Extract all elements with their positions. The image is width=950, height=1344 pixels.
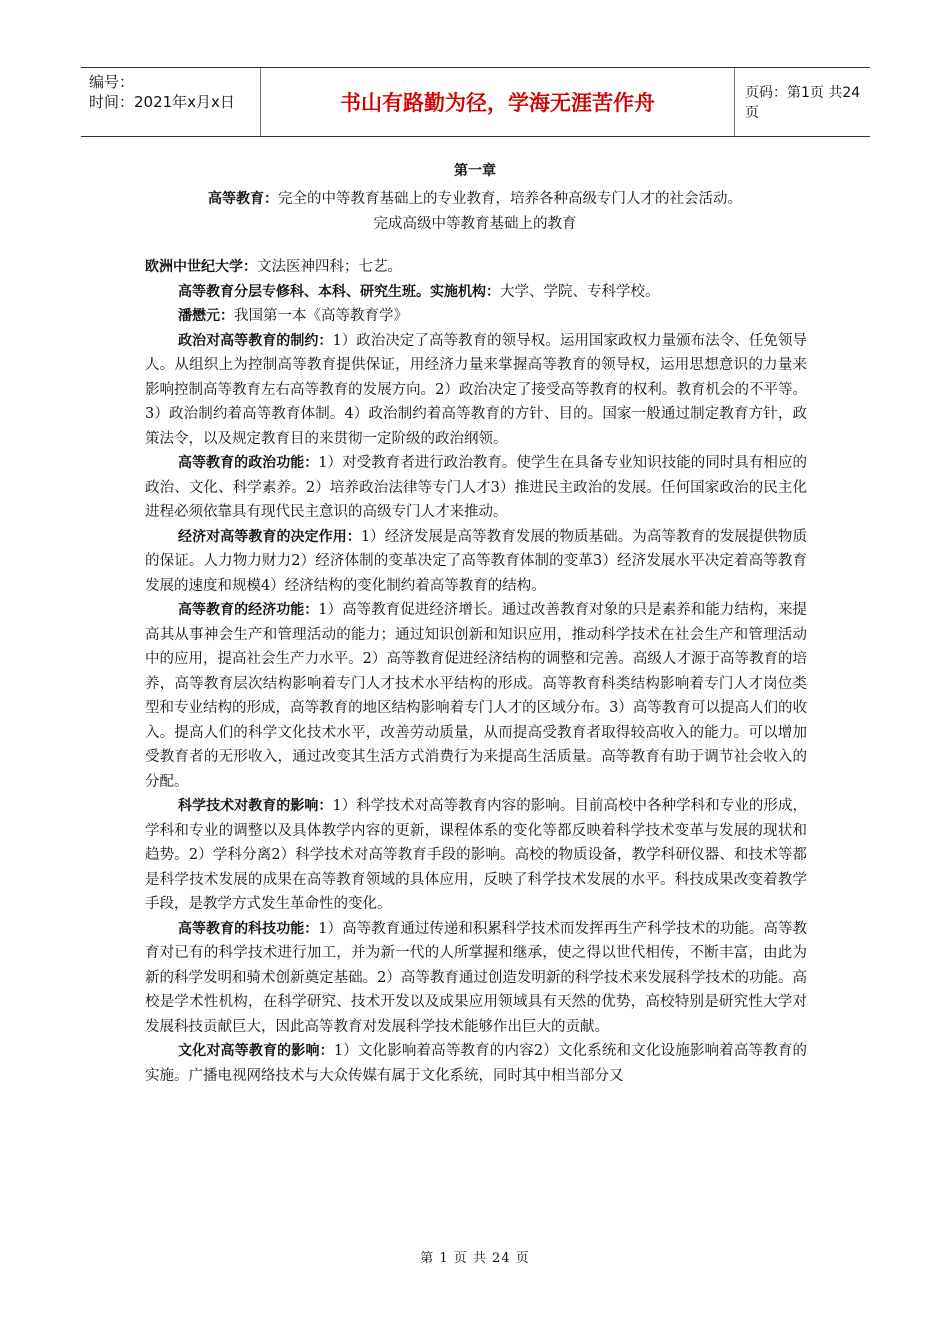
paragraph-text: 1）文化影响着高等教育的内容2）文化系统和文化设施影响着高等教育的实施。广播电视网络技术与大众传媒有属于文化系统，同时其中相当部分又 bbox=[145, 1043, 808, 1084]
page-header bbox=[81, 67, 870, 137]
chapter-title: 第一章 bbox=[454, 163, 496, 179]
paragraph-text: 文法医神四科；七艺。 bbox=[257, 259, 402, 275]
date-line: 时间：2021年x月x日 bbox=[89, 93, 235, 111]
paragraph-heading: 高等教育的经济功能： bbox=[178, 602, 319, 618]
header-motto: 书山有路勤为径，学海无涯苦作舟 bbox=[261, 68, 735, 136]
document-body bbox=[145, 255, 807, 1088]
paragraph-text: 大学、学院、专科学校。 bbox=[500, 283, 660, 300]
header-meta bbox=[81, 68, 261, 136]
header-page-info: 页码：第1页 共24页 bbox=[745, 85, 861, 121]
paragraph-text: 我国第一本《高等教育学》 bbox=[234, 308, 408, 324]
paragraph-heading: 高等教育的政治功能： bbox=[178, 455, 319, 471]
paragraph bbox=[145, 329, 807, 452]
paragraph bbox=[145, 451, 807, 525]
paragraph-heading: 欧洲中世纪大学： bbox=[145, 259, 257, 275]
paragraph bbox=[145, 525, 807, 599]
paragraph-text: 1）高等教育通过传递和积累科学技术而发挥再生产科学技术的功能。高等教育对已有的科学技术进行加工，并为新一代的人所掌握和继承，使之得以世代相传，不断丰富，由此为新的科学发明和骑术创新奠定基础。2）高等教育通过创造发明新的科学技术来发展科学技术的功能。高校是学术性机构，在科学研究、技术开发以及成果应用领域具有天然的优势，高校特别是研究性大学对发展科技贡献巨大，因此高等教育对发展科学技术能够作出巨大的贡献。 bbox=[145, 920, 807, 1035]
definition-text: 完全的中等教育基础上的专业教育，培养各种高级专门人才的社会活动。 bbox=[278, 191, 742, 207]
paragraph-heading: 经济对高等教育的决定作用： bbox=[178, 528, 361, 545]
paragraph-heading: 潘懋元： bbox=[178, 308, 234, 324]
paragraph-text: 1）经济发展是高等教育发展的物质基础。为高等教育的发展提供物质的保证。人力物力财力2）经济体制的变革决定了高等教育体制的变革3）经济发展水平决定着高等教育发展的速度和规模4）经济结构的变化制约着高等教育的结构。 bbox=[145, 528, 807, 594]
page-footer: 第 1 页 共 24 页 bbox=[420, 1251, 530, 1266]
paragraph bbox=[145, 280, 807, 305]
definition-term: 高等教育： bbox=[208, 191, 278, 207]
paragraph-text: 1）政治决定了高等教育的领导权。运用国家政权力量颁布法令、任免领导人。从组织上为控制高等教育提供保证，用经济力量来掌握高等教育的领导权，运用思想意识的力量来影响控制高等教育左右高等教育的发展方向。2）政治决定了接受高等教育的权利。教育机会的不平等。3）政治制约着高等教育体制。4）政治制约着高等教育的方针、目的。国家一般通过制定教育方针，政策法令，以及规定教育目的来贯彻一定阶级的政治纲领。 bbox=[145, 332, 807, 447]
paragraph bbox=[145, 1039, 807, 1088]
paragraph-heading: 高等教育的科技功能： bbox=[178, 920, 319, 937]
number-label: 编号： bbox=[89, 73, 135, 91]
paragraph bbox=[145, 304, 807, 329]
definition-line-2: 完成高级中等教育基础上的教育 bbox=[373, 216, 577, 232]
paragraph-text: 1）对受教育者进行政治教育。使学生在具备专业知识技能的同时具有相应的政治、文化、科学素养。2）培养政治法律等专门人才3）推进民主政治的发展。任何国家政治的民主化进程必须依靠具有现代民主意识的高级专门人才来推动。 bbox=[145, 455, 807, 520]
paragraph-heading: 高等教育分层专修科、本科、研究生班。实施机构： bbox=[178, 283, 500, 300]
paragraph bbox=[145, 598, 807, 794]
paragraph bbox=[145, 794, 807, 917]
paragraph-heading: 文化对高等教育的影响： bbox=[178, 1043, 334, 1059]
paragraph-text: 1）高等教育促进经济增长。通过改善教育对象的只是素养和能力结构，来提高其从事神会生产和管理活动的能力；通过知识创新和知识应用，推动科学技术在社会生产和管理活动中的应用，提高社会生产力水平。2）高等教育促进经济结构的调整和完善。高级人才源于高等教育的培养，高等教育层次结构影响着专门人才技术水平结构的形成。高等教育科类结构影响着专门人才岗位类型和专业结构的形成，高等教育的地区结构影响着专门人才的区域分布。3）高等教育可以提高人们的收入。提高人们的科学文化技术水平，改善劳动质量，从而提高受教育者取得较高收入的能力。可以增加受教育者的无形收入，通过改变其生活方式消费行为来提高生活质量。高等教育有助于调节社会收入的分配。 bbox=[145, 602, 807, 790]
paragraph-heading: 政治对高等教育的制约： bbox=[178, 332, 333, 349]
definition-line bbox=[145, 187, 805, 208]
paragraph-heading: 科学技术对教育的影响： bbox=[178, 798, 333, 814]
paragraph bbox=[145, 255, 807, 280]
paragraph-text: 1）科学技术对高等教育内容的影响。目前高校中各种学科和专业的形成，学科和专业的调整以及具体教学内容的更新，课程体系的变化等都反映着科学技术变革与发展的现状和趋势。2）学科分离2）科学技术对高等教育手段的影响。高校的物质设备，教学科研仪器、和技术等都是科学技术发展的成果在高等教育领域的具体应用，反映了科学技术发展的水平。科技成果改变着教学手段，是教学方式发生革命性的变化。 bbox=[145, 798, 807, 912]
paragraph bbox=[145, 917, 807, 1040]
